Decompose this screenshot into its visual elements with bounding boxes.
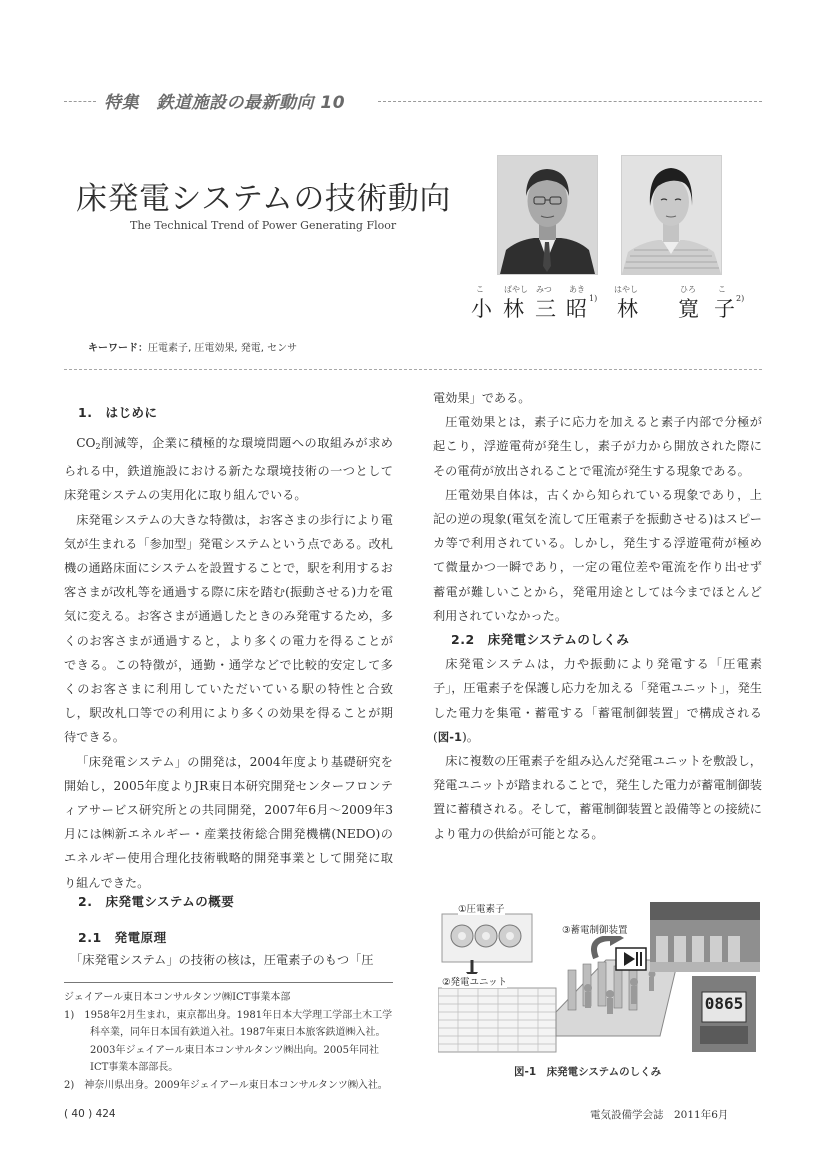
author-1-ruby-3: みつ bbox=[536, 285, 552, 294]
header-divider bbox=[64, 369, 762, 370]
footnote-rule bbox=[64, 982, 393, 983]
section-2-heading: 2. 床発電システムの概要 bbox=[78, 894, 235, 909]
keywords bbox=[88, 339, 297, 354]
author-2 bbox=[614, 284, 754, 324]
label-generator-unit: ②発電ユニット bbox=[442, 974, 507, 988]
s22-p1-text-a: 床発電システムは，力や振動により発電する「圧電素子」，圧電素子を保護し応力を加える「発電ユニット」，発生した電力を集電・蓄電する「蓄電制御装置」で構成される( bbox=[433, 657, 762, 744]
s21-paragraph-3: 圧電効果自体は，古くから知られている現象であり，上記の逆の現象(電気を流して圧電素子を振動させる)はスピーカ等で利用されている。しかし，発生する浮遊電荷が極めて微量かつ一瞬であり，一定の電位差や電流を作り出せず蓄電が難しいことから，発電用途としては今までほとんど利用されていなかった。 bbox=[433, 487, 762, 623]
keywords-label: キーワード： bbox=[88, 343, 148, 354]
s21-paragraph-1-start: 「床発電システム」の技術の核は，圧電素子のもつ「圧 bbox=[70, 953, 374, 967]
page-number: ( 40 ) 424 bbox=[64, 1108, 116, 1120]
author-1 bbox=[468, 284, 608, 324]
author-2-char-2: 寛 bbox=[678, 297, 699, 321]
author-2-ruby-2: ひろ bbox=[680, 285, 696, 294]
author-1-char-2: 林 bbox=[503, 297, 524, 321]
s22-paragraph-1 bbox=[433, 652, 762, 749]
label-piezo-element: ①圧電素子 bbox=[458, 901, 505, 915]
co2-text: CO bbox=[76, 436, 96, 450]
author-2-char-3: 子 bbox=[714, 297, 735, 321]
figure-caption: 図-1 床発電システムのしくみ bbox=[514, 1066, 662, 1078]
display-value: 0865 bbox=[704, 994, 744, 1013]
author-photo-1 bbox=[497, 155, 598, 275]
footnote-1: 1) 1958年2月生まれ，東京都出身。1981年日本大学理工学部土木工学科卒業，同年日本国有鉄道入社。1987年東日本旅客鉄道㈱入社。2003年ジェイアール東日本コンサルタンツ㈱出向。2005年同社ICT事業本部部長。 bbox=[64, 1009, 393, 1073]
left-column bbox=[64, 431, 393, 895]
s1-paragraph-1 bbox=[64, 431, 393, 508]
article-english-title: The Technical Trend of Power Generating Floor bbox=[130, 219, 397, 232]
journal-info: 電気設備学会誌 2011年6月 bbox=[590, 1109, 729, 1121]
right-column bbox=[433, 386, 762, 846]
figure-1 bbox=[438, 900, 762, 1055]
author-1-note: 1) bbox=[589, 294, 598, 303]
series-rule-left bbox=[64, 101, 96, 102]
article-title: 床発電システムの技術動向 bbox=[76, 181, 451, 217]
s22-paragraph-2: 床に複数の圧電素子を組み込んだ発電ユニットを敷設し，発電ユニットが踏まれることで，発生した電力が蓄電制御装置に蓄積される。そして，蓄電制御装置と設備等との接続により電力の供給が可能となる。 bbox=[433, 754, 762, 841]
author-2-ruby-1: はやし bbox=[614, 285, 638, 294]
keywords-text: 圧電素子, 圧電効果, 発電, センサ bbox=[148, 343, 298, 354]
section-2-1-heading: 2.1 発電原理 bbox=[78, 930, 167, 945]
section-2-2-heading: 2.2 床発電システムのしくみ bbox=[451, 632, 630, 648]
footnote-affiliation: ジェイアール東日本コンサルタンツ㈱ICT事業本部 bbox=[64, 992, 291, 1003]
s21-paragraph-2: 圧電効果とは，素子に応力を加えると素子内部で分極が起こり，浮遊電荷が発生し，素子が力から開放された際にその電荷が放出されることで電流が発生する現象である。 bbox=[433, 415, 762, 478]
footnote-2: 2) 神奈川県出身。2009年ジェイアール東日本コンサルタンツ㈱入社。 bbox=[64, 1079, 388, 1091]
author-1-char-3: 三 bbox=[535, 297, 556, 321]
label-storage-controller: ③蓄電制御装置 bbox=[562, 922, 628, 936]
figure-reference: 図-1 bbox=[437, 729, 463, 744]
author-2-ruby-3: こ bbox=[718, 285, 726, 294]
footnotes bbox=[64, 989, 393, 1094]
author-1-ruby-2: ばやし bbox=[504, 285, 528, 294]
author-2-note: 2) bbox=[736, 294, 745, 303]
series-rule-right bbox=[378, 101, 762, 102]
author-1-ruby-1: こ bbox=[476, 285, 484, 294]
s21-paragraph-1-end: 電効果」である。 bbox=[433, 391, 531, 405]
series-title: 特集 鉄道施設の最新動向 10 bbox=[104, 93, 346, 113]
s1-paragraph-2: 床発電システムの大きな特徴は，お客さまの歩行により電気が生まれる「参加型」発電システムという点である。改札機の通路床面にシステムを設置することで，駅を利用するお客さまが改札等を通過する際に床を踏む(振動させる)力を電気に変える。お客さまが通過したときのみ発電するため，多くのお客さまが通過すると，より多くの電力を得ることができる。この特徴が，通勤・通学などで比較的安定して多くのお客さまに利用していただいている駅の特性と合致し，駅改札口等での利用により多くの効果を得ることが期待できる。 bbox=[64, 512, 393, 745]
author-photo-2 bbox=[621, 155, 722, 275]
section-1-heading: 1. はじめに bbox=[78, 405, 158, 420]
s22-p1-text-b: )。 bbox=[462, 729, 479, 744]
author-1-char-4: 昭 bbox=[566, 297, 587, 321]
author-1-ruby-4: あき bbox=[569, 285, 585, 294]
s1-p1-text: 削減等，企業に積極的な環境問題への取組みが求められる中，鉄道施設における新たな環境技術の一つとして床発電システムの実用化に取り組んでいる。 bbox=[64, 436, 393, 503]
co2-subscript: 2 bbox=[95, 442, 101, 451]
author-2-char-1: 林 bbox=[617, 297, 638, 321]
s1-paragraph-3: 「床発電システム」の開発は，2004年度より基礎研究を開始し，2005年度よりJR東日本研究開発センターフロンティアサービス研究所との共同開発，2007年6月～2009年3月には㈱新エネルギー・産業技術総合開発機構(NEDO)のエネルギー使用合理化技術戦略的開発事業として開発に取り組んできた。 bbox=[64, 754, 393, 890]
author-1-char-1: 小 bbox=[471, 297, 492, 321]
